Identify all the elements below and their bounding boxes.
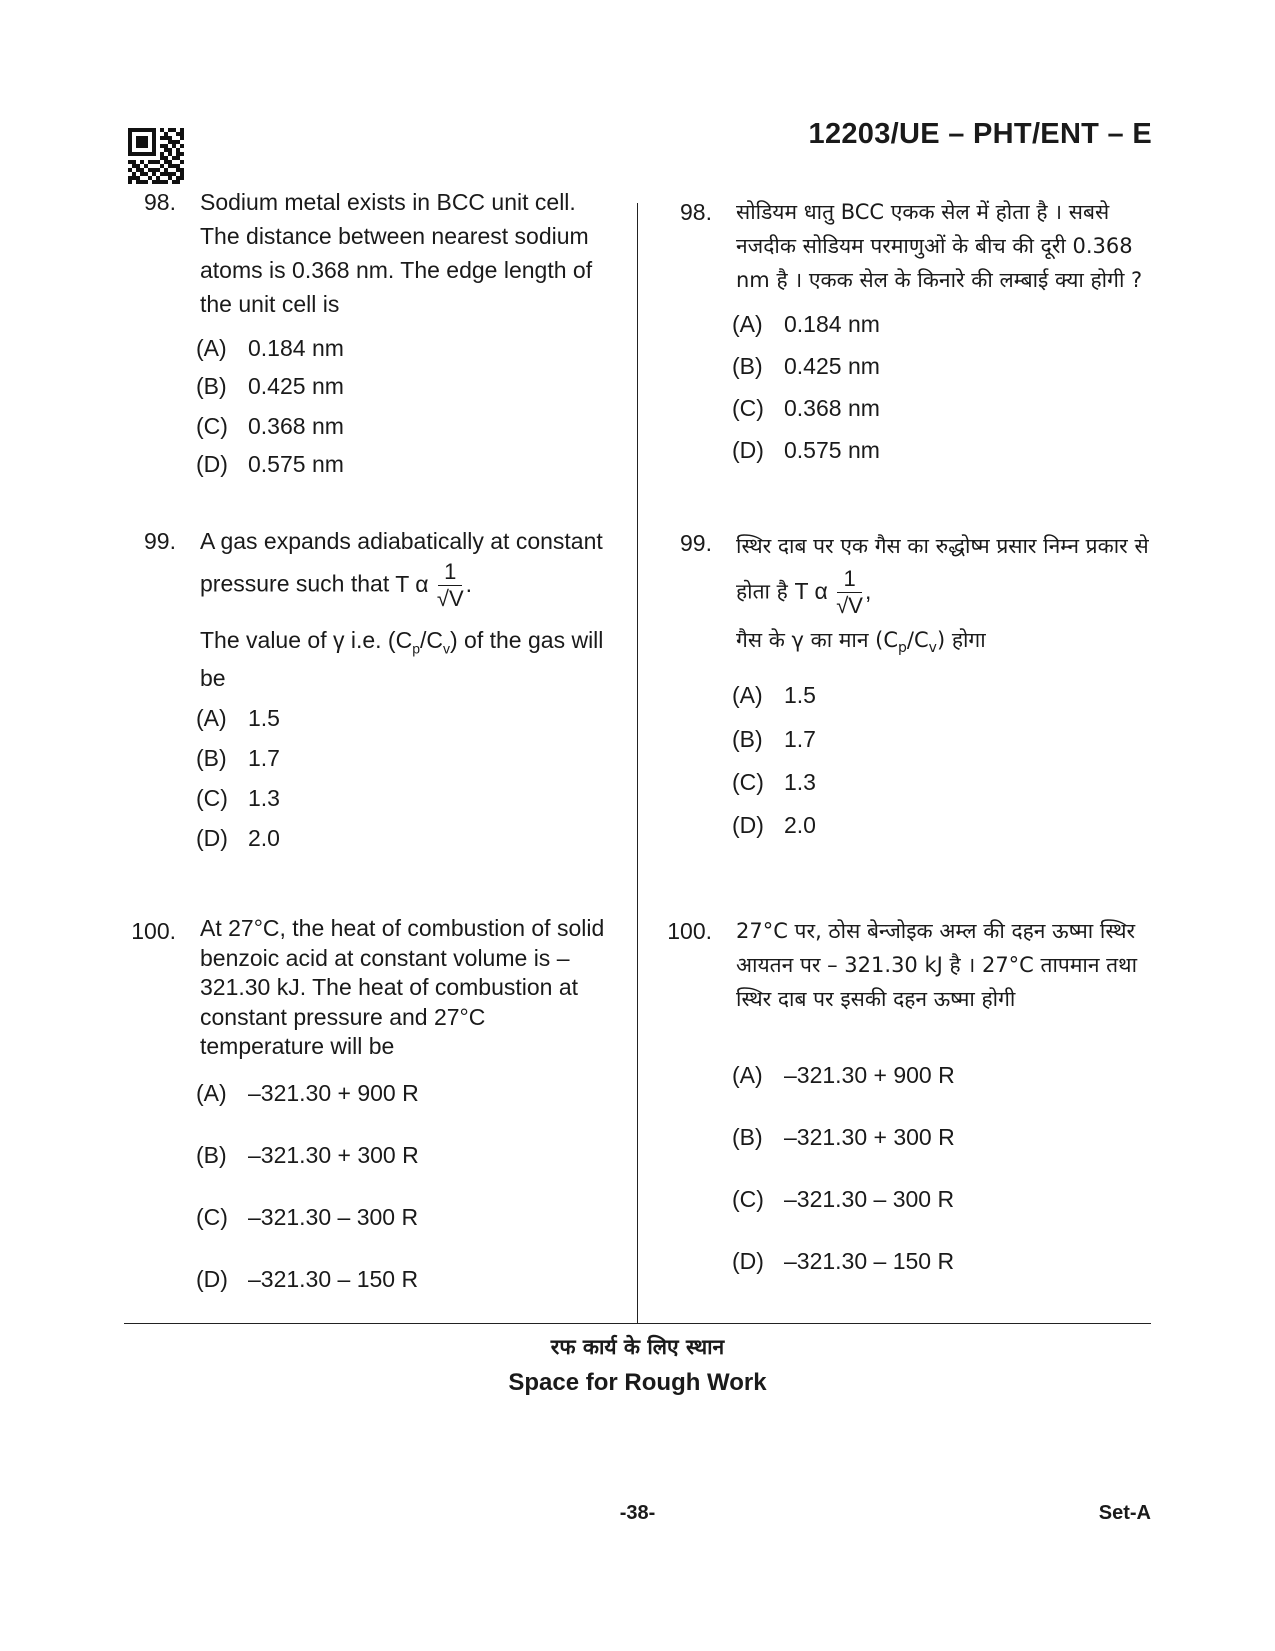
option-label: (C) [732, 1186, 764, 1212]
option-value: 0.368 nm [784, 395, 880, 421]
option-label: (A) [196, 335, 227, 361]
option-b [732, 349, 1150, 391]
fraction [836, 566, 863, 619]
question-number: 98. [680, 199, 712, 225]
options-list [732, 678, 1150, 848]
paper-code: 12203/UE – PHT/ENT – E [808, 118, 1152, 150]
page-number: -38- [619, 1502, 656, 1524]
option-label: (B) [732, 726, 763, 753]
option-value: –321.30 + 300 R [784, 1124, 955, 1150]
options-list [196, 331, 614, 485]
option-c [732, 1182, 1150, 1244]
text-part: /C [906, 628, 929, 652]
question-100-en [124, 914, 614, 1302]
option-c [196, 409, 614, 447]
option-c [732, 391, 1150, 433]
option-value: 0.425 nm [784, 353, 880, 379]
option-d [732, 808, 1150, 848]
subscript-v: v [443, 640, 450, 657]
formula [395, 559, 473, 611]
question-text-2 [736, 623, 1150, 666]
option-value: 0.368 nm [248, 413, 344, 439]
subscript-p: p [412, 640, 420, 657]
question-text-part: स्थिर दाब पर एक गैस का रुद्धोष्म प्रसार निम्न प्रकार से होता है [736, 534, 1149, 604]
option-value: 2.0 [248, 824, 280, 851]
question-99-hi [660, 526, 1150, 848]
option-value: 2.0 [784, 812, 816, 839]
option-value: 0.575 nm [784, 437, 880, 463]
text-part: ) of the gas will be [200, 627, 604, 691]
formula-lhs: T α [794, 577, 828, 604]
fraction-denominator: √V [836, 593, 863, 618]
column-divider [637, 203, 638, 1323]
option-a [732, 678, 1150, 722]
fraction-numerator: 1 [438, 559, 462, 586]
option-value: 1.3 [248, 784, 280, 811]
option-label: (C) [732, 769, 764, 796]
option-value: –321.30 – 150 R [784, 1248, 955, 1274]
option-value: –321.30 + 900 R [784, 1062, 955, 1088]
option-label: (D) [196, 451, 228, 477]
option-value: 0.184 nm [248, 335, 344, 361]
option-value: 1.5 [784, 682, 816, 709]
formula-end: . [465, 570, 473, 597]
option-value: –321.30 + 900 R [248, 1079, 419, 1106]
option-value: 0.575 nm [248, 451, 344, 477]
option-label: (B) [732, 1124, 763, 1150]
option-value: 1.7 [784, 726, 816, 753]
question-number: 99. [144, 528, 176, 554]
question-98-en [124, 185, 614, 485]
text-part: ) होगा [936, 628, 986, 652]
option-c [732, 765, 1150, 808]
option-a [732, 1058, 1150, 1120]
option-label: (B) [196, 1141, 227, 1168]
question-98-hi [660, 195, 1150, 473]
option-value: –321.30 + 300 R [248, 1141, 419, 1168]
option-b [732, 722, 1150, 765]
question-100-hi [660, 914, 1150, 1284]
option-value: 1.5 [248, 704, 280, 731]
option-label: (A) [732, 311, 763, 337]
question-number: 99. [680, 530, 712, 556]
question-number: 98. [144, 189, 176, 215]
option-label: (C) [196, 1203, 228, 1230]
question-number: 100. [131, 918, 176, 944]
option-label: (A) [196, 1079, 227, 1106]
fraction-numerator: 1 [837, 566, 861, 593]
option-value: 1.7 [248, 744, 280, 771]
rough-work-heading-english: Space for Rough Work [508, 1369, 767, 1396]
option-value: 1.3 [784, 769, 816, 796]
subscript-p: p [898, 640, 907, 657]
option-d [732, 433, 1150, 473]
option-b [196, 369, 614, 409]
option-value: 0.184 nm [784, 311, 880, 337]
rough-work-heading-hindi: रफ कार्य के लिए स्थान [550, 1335, 725, 1359]
set-label: Set-A [1098, 1502, 1151, 1524]
text-part: The value of γ i.e. (C [200, 627, 413, 653]
question-text: At 27°C, the heat of combustion of solid benzoic acid at constant volume is – 321.30 kJ. The heat of combustion at constant pressure and 27°C temperature will be [200, 915, 605, 1059]
qr-code-icon [128, 128, 184, 184]
text-part: गैस के γ का मान (C [736, 628, 899, 652]
formula [794, 566, 872, 618]
option-label: (A) [732, 682, 763, 709]
fraction-denominator: √V [436, 586, 464, 611]
option-label: (D) [196, 824, 228, 851]
option-d [196, 1262, 614, 1302]
option-b [196, 1138, 614, 1200]
option-label: (B) [196, 744, 227, 771]
formula-end: , [864, 577, 872, 604]
option-d [196, 447, 614, 485]
subscript-v: v [928, 640, 937, 657]
option-label: (B) [732, 353, 763, 379]
option-label: (A) [732, 1062, 763, 1088]
option-label: (B) [196, 373, 227, 399]
rough-work-divider [124, 1323, 1151, 1324]
option-value: –321.30 – 150 R [248, 1265, 419, 1292]
fraction [437, 559, 464, 612]
option-value: –321.30 – 300 R [248, 1203, 419, 1230]
option-a [196, 1076, 614, 1138]
question-text: Sodium metal exists in BCC unit cell. The distance between nearest sodium atoms is 0.368 nm. The edge length of the unit cell is [200, 189, 593, 317]
option-b [196, 741, 614, 781]
options-list [732, 1058, 1150, 1284]
option-d [732, 1244, 1150, 1284]
options-list [196, 1076, 614, 1302]
question-number: 100. [667, 918, 712, 944]
option-a [732, 307, 1150, 349]
option-label: (D) [732, 437, 764, 463]
question-text: 27°C पर, ठोस बेन्जोइक अम्ल की दहन ऊष्मा स्थिर आयतन पर – 321.30 kJ है । 27°C तापमान तथा स्थिर दाब पर इसकी दहन ऊष्मा होगी [736, 919, 1138, 1011]
option-label: (A) [196, 704, 227, 731]
option-label: (C) [196, 784, 228, 811]
text-part: /C [420, 627, 443, 653]
question-99-en [124, 524, 614, 861]
option-b [732, 1120, 1150, 1182]
question-text-part: A gas expands adiabatically at constant pressure such that [200, 528, 603, 597]
question-text: सोडियम धातु BCC एकक सेल में होता है । सबसे नजदीक सोडियम परमाणुओं के बीच की दूरी 0.368 nm है । एकक सेल के किनारे की लम्बाई क्या होगी ? [736, 200, 1143, 292]
question-text-2 [200, 626, 614, 693]
option-label: (C) [732, 395, 764, 421]
option-d [196, 821, 614, 861]
options-list [196, 701, 614, 861]
option-c [196, 1200, 614, 1262]
option-label: (D) [196, 1265, 228, 1292]
option-label: (D) [732, 1248, 764, 1274]
option-c [196, 781, 614, 821]
option-label: (D) [732, 812, 764, 839]
option-label: (C) [196, 413, 228, 439]
formula-lhs: T α [395, 570, 429, 597]
option-a [196, 701, 614, 741]
question-text [736, 526, 1150, 619]
question-text [200, 524, 614, 612]
option-value: –321.30 – 300 R [784, 1186, 955, 1212]
option-a [196, 331, 614, 369]
option-value: 0.425 nm [248, 373, 344, 399]
options-list [732, 307, 1150, 473]
